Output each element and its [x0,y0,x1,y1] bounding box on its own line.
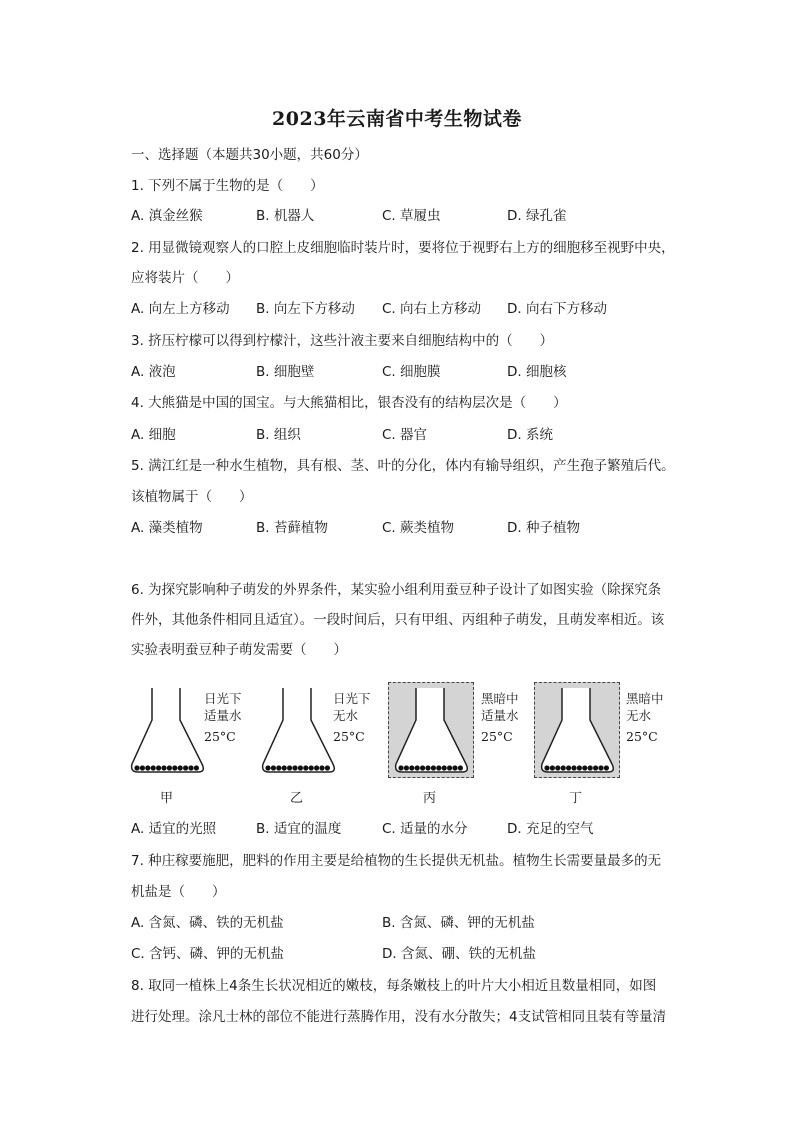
page-title: 2023年云南省中考生物试卷 [272,108,522,130]
caption-ding: 丁 [569,791,583,806]
option-b: B. 含氮、磷、钾的无机盐 [382,915,535,931]
option-a: A. 含氮、磷、铁的无机盐 [131,915,284,931]
flask-yi-water: 无水 [333,708,359,723]
flask-bing [396,688,468,772]
question-8-stem-line2: 进行处理。涂凡士林的部位不能进行蒸腾作用，没有水分散失；4支试管相同且装有等量清 [131,1009,667,1025]
option-b: B. 组织 [256,427,301,443]
seed [447,765,452,770]
option-c: C. 蕨类植物 [382,520,455,536]
flask-jia-light: 日光下 [204,691,242,706]
question-2-stem-line2: 应将装片（ ） [131,270,239,286]
option-d: D. 充足的空气 [507,821,594,837]
section-heading: 一、选择题（本题共30小题，共60分） [131,147,368,163]
seed [561,765,566,770]
seed [409,765,414,770]
seed-germination-figure [120,672,680,812]
option-d: D. 含氮、硼、铁的无机盐 [382,946,536,962]
seed [325,765,330,770]
option-b: B. 机器人 [256,208,315,224]
option-b: B. 细胞壁 [256,364,315,380]
seed [134,765,139,770]
seed [188,765,193,770]
option-d: D. 细胞核 [507,364,567,380]
seed [566,765,571,770]
flask-bing-water: 适量水 [481,708,519,723]
question-2-stem-line1: 2. 用显微镜观察人的口腔上皮细胞临时装片时，要将位于视野右上方的细胞移至视野中央， [131,240,675,256]
option-a: A. 适宜的光照 [131,821,217,837]
option-c: C. 器官 [382,427,428,443]
seed [172,765,177,770]
seed [415,765,420,770]
caption-jia: 甲 [160,791,174,806]
flask-yi [263,688,335,772]
flask-ding-labels [626,690,664,745]
seed [598,765,603,770]
flask-jia-labels [204,690,242,745]
seed [282,765,287,770]
seed [420,765,425,770]
option-c: C. 适量的水分 [382,821,468,837]
option-c: C. 草履虫 [382,208,441,224]
question-5-stem-line2: 该植物属于（ ） [131,489,253,505]
seed [151,765,156,770]
seed [292,765,297,770]
option-b: B. 苔藓植物 [256,520,328,536]
option-a: A. 液泡 [131,364,176,380]
flask-bing-labels [481,690,519,745]
seed [276,765,281,770]
seed [167,765,172,770]
seed [319,765,324,770]
option-b: B. 适宜的温度 [256,821,342,837]
seed [178,765,183,770]
flask-bing-light: 黑暗中 [481,691,519,706]
flask-bing-temp: 25°C [481,729,513,744]
seed [314,765,319,770]
question-8-stem-line1: 8. 取同一植株上4条生长状况相近的嫩枝，每条嫩枝上的叶片大小相近且数量相同，如图 [131,978,657,994]
seed [577,765,582,770]
option-c: C. 向右上方移动 [382,301,482,317]
option-d: D. 绿孔雀 [507,208,567,224]
seed [582,765,587,770]
question-7-stem-line2: 机盐是（ ） [131,884,226,900]
seed [298,765,303,770]
option-c: C. 细胞膜 [382,364,441,380]
seed [604,765,609,770]
seed [161,765,166,770]
question-6-stem-line2: 件外，其他条件相同且适宜）。一段时间后，只有甲组、丙组种子萌发，且萌发率相近。该 [131,612,665,628]
seed [404,765,409,770]
question-6-stem-line3: 实验表明蚕豆种子萌发需要（ ） [131,642,347,658]
seed [398,765,403,770]
seed [140,765,145,770]
question-5-stem-line1: 5. 满江红是一种水生植物，具有根、茎、叶的分化，体内有输导组织，产生孢子繁殖后代。 [131,458,675,474]
seed [458,765,463,770]
seed [287,765,292,770]
question-3-stem: 3. 挤压柠檬可以得到柠檬汁，这些汁液主要来自细胞结构中的（ ） [131,333,554,349]
seed [593,765,598,770]
flask-ding [542,688,614,772]
question-4-stem: 4. 大熊猫是中国的国宝。与大熊猫相比，银杏没有的结构层次是（ ） [131,395,567,411]
seed [571,765,576,770]
seed [436,765,441,770]
option-a: A. 滇金丝猴 [131,208,203,224]
flask-ding-temp: 25°C [626,729,658,744]
question-1-stem: 1. 下列不属于生物的是（ ） [131,178,324,194]
flask-jia-water: 适量水 [204,708,242,723]
question-7-stem-line1: 7. 种庄稼要施肥，肥料的作用主要是给植物的生长提供无机盐。植物生长需要量最多的无 [131,853,662,869]
seed [431,765,436,770]
flask-jia-temp: 25°C [204,729,236,744]
seed [425,765,430,770]
option-c: C. 含钙、磷、钾的无机盐 [131,946,285,962]
seed [271,765,276,770]
option-d: D. 系统 [507,427,553,443]
seed [156,765,161,770]
seed [309,765,314,770]
option-a: A. 藻类植物 [131,520,203,536]
flask-yi-labels [333,690,371,745]
seed [550,765,555,770]
seed [544,765,549,770]
seed [265,765,270,770]
seed [442,765,447,770]
seed [145,765,150,770]
caption-bing: 丙 [423,791,437,806]
seed [452,765,457,770]
question-6-stem-line1: 6. 为探究影响种子萌发的外界条件，某实验小组利用蚕豆种子设计了如图实验（除探究条 [131,582,662,598]
seed [588,765,593,770]
flask-yi-light: 日光下 [333,691,371,706]
seed [183,765,188,770]
seed [303,765,308,770]
flask-ding-light: 黑暗中 [626,691,664,706]
option-d: D. 向右下方移动 [507,301,607,317]
option-d: D. 种子植物 [507,520,580,536]
seed [194,765,199,770]
flask-jia [132,688,204,772]
flask-yi-temp: 25°C [333,729,365,744]
seed [555,765,560,770]
flask-ding-water: 无水 [626,708,652,723]
option-a: A. 向左上方移动 [131,301,230,317]
caption-yi: 乙 [290,791,304,806]
option-b: B. 向左下方移动 [256,301,355,317]
option-a: A. 细胞 [131,427,176,443]
